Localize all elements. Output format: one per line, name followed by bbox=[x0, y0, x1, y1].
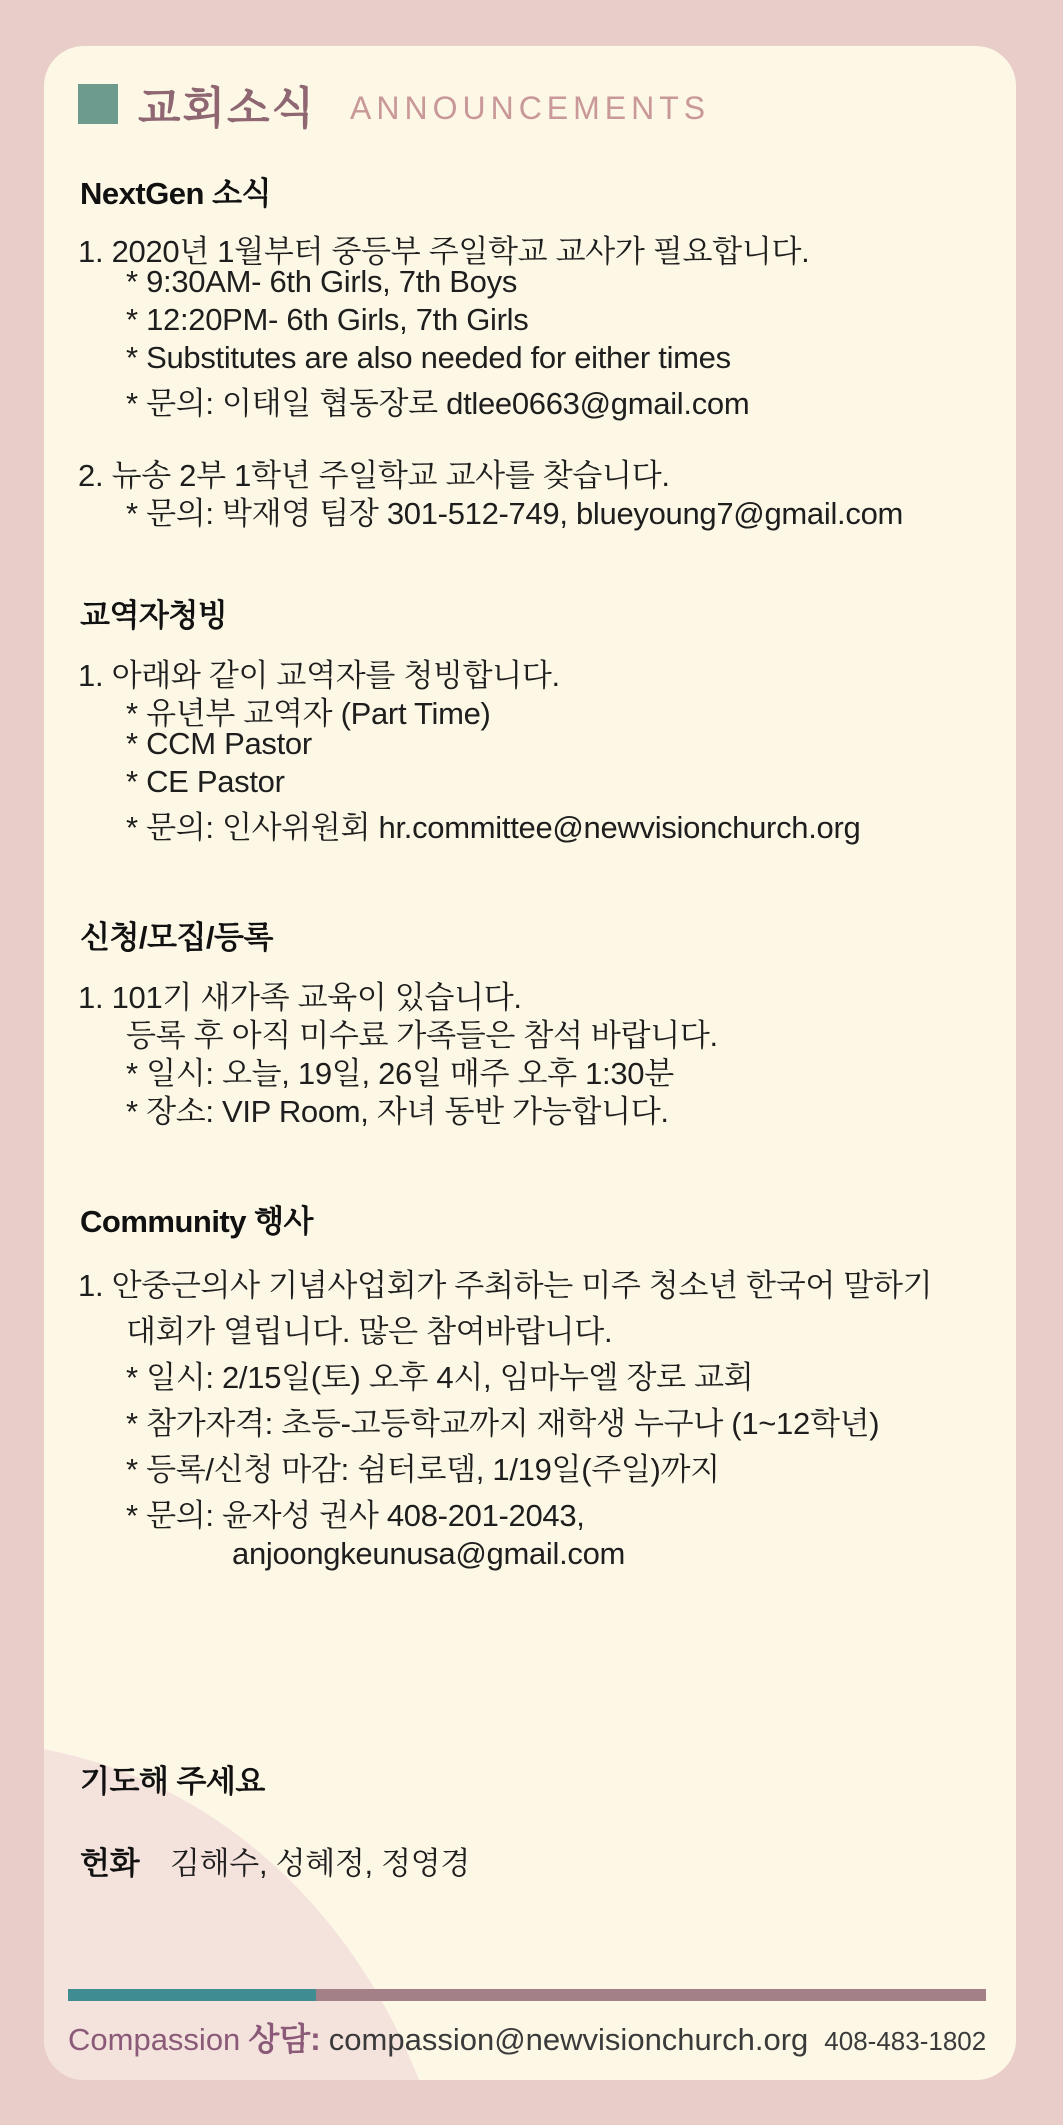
pastor-title: 교역자청빙 bbox=[80, 598, 228, 633]
footer-bar-teal bbox=[68, 1989, 316, 2001]
community-line: 대회가 열립니다. 많은 참여바랍니다. bbox=[126, 1314, 613, 1349]
register-title: 신청/모집/등록 bbox=[80, 920, 273, 955]
register-line: * 장소: VIP Room, 자녀 동반 가능합니다. bbox=[126, 1094, 669, 1129]
prayer-names: 김해수, 성혜정, 정영경 bbox=[170, 1846, 471, 1881]
pastor-line: * CCM Pastor bbox=[126, 726, 312, 761]
pastor-line: 1. 아래와 같이 교역자를 청빙합니다. bbox=[78, 658, 560, 693]
nextgen-line: * 문의: 박재영 팀장 301-512-749, blueyoung7@gmail.com bbox=[126, 496, 904, 531]
footer-sangdam: 상담: bbox=[248, 2021, 321, 2057]
nextgen-title: NextGen 소식 bbox=[80, 176, 271, 211]
announcements-card bbox=[44, 46, 1016, 2080]
footer-bar-mauve bbox=[316, 1989, 986, 2001]
pastor-line: * 유년부 교역자 (Part Time) bbox=[126, 696, 491, 731]
community-line: anjoongkeunusa@gmail.com bbox=[232, 1536, 626, 1571]
footer-compassion: Compassion bbox=[68, 2022, 241, 2057]
nextgen-line: * 12:20PM- 6th Girls, 7th Girls bbox=[126, 302, 529, 337]
header-square-icon bbox=[78, 84, 118, 124]
community-line: * 문의: 윤자성 권사 408-201-2043, bbox=[126, 1498, 585, 1533]
community-title: Community 행사 bbox=[80, 1204, 314, 1239]
footer-email-link[interactable]: compassion@newvisionchurch.org bbox=[328, 2022, 809, 2057]
community-line: * 등록/신청 마감: 쉼터로뎀, 1/19일(주일)까지 bbox=[126, 1452, 720, 1487]
nextgen-line: * Substitutes are also needed for either times bbox=[126, 340, 731, 375]
nextgen-line: 1. 2020년 1월부터 중등부 주일학교 교사가 필요합니다. bbox=[78, 234, 810, 269]
prayer-label: 헌화 bbox=[80, 1846, 140, 1881]
header-title-en: ANNOUNCEMENTS bbox=[350, 89, 711, 126]
footer-phone: 408-483-1802 bbox=[824, 2026, 987, 2056]
register-line: * 일시: 오늘, 19일, 26일 매주 오후 1:30분 bbox=[126, 1056, 674, 1091]
footer-divider bbox=[68, 1989, 986, 2001]
community-line: * 참가자격: 초등-고등학교까지 재학생 누구나 (1~12학년) bbox=[126, 1406, 880, 1441]
nextgen-line: * 문의: 이태일 협동장로 dtlee0663@gmail.com bbox=[126, 386, 750, 421]
register-line: 1. 101기 새가족 교육이 있습니다. bbox=[78, 980, 522, 1015]
community-line: 1. 안중근의사 기념사업회가 주최하는 미주 청소년 한국어 말하기 bbox=[78, 1268, 933, 1303]
header-title-ko: 교회소식 bbox=[138, 84, 317, 133]
prayer-title: 기도해 주세요 bbox=[80, 1764, 265, 1799]
pastor-line: * CE Pastor bbox=[126, 764, 285, 799]
nextgen-line: 2. 뉴송 2부 1학년 주일학교 교사를 찾습니다. bbox=[78, 458, 670, 493]
nextgen-line: * 9:30AM- 6th Girls, 7th Boys bbox=[126, 264, 518, 299]
community-line: * 일시: 2/15일(토) 오후 4시, 임마누엘 장로 교회 bbox=[126, 1360, 754, 1395]
footer bbox=[68, 2014, 986, 2060]
register-line: 등록 후 아직 미수료 가족들은 참석 바랍니다. bbox=[126, 1018, 718, 1053]
pastor-line: * 문의: 인사위원회 hr.committee@newvisionchurch.org bbox=[126, 810, 861, 845]
header bbox=[78, 74, 710, 134]
